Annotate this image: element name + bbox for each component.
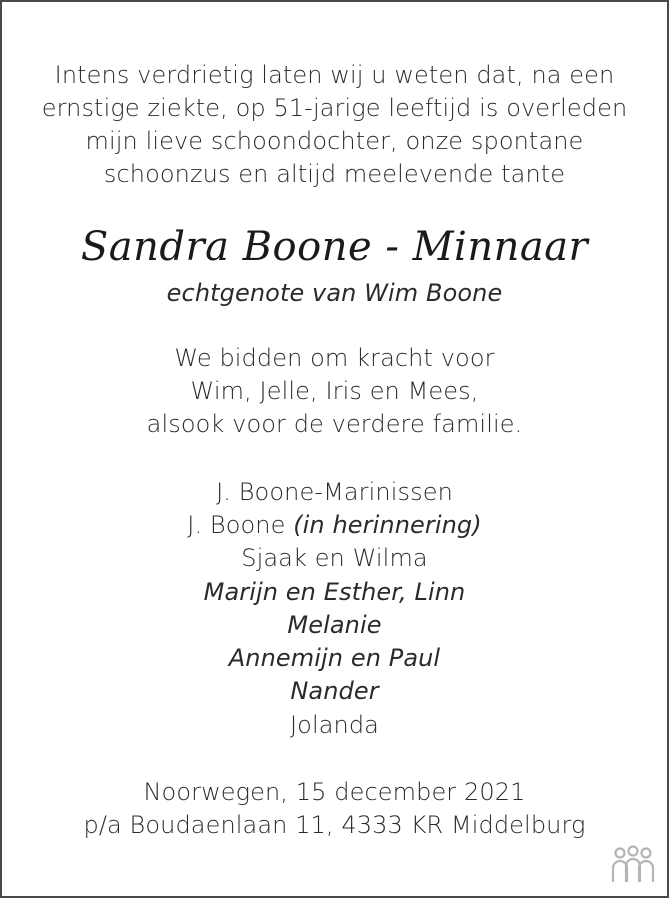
intro-line-4: schoonzus en altijd meelevende tante xyxy=(103,160,566,188)
family-line-8: Jolanda xyxy=(290,711,379,739)
prayer-line-2: Wim, Jelle, Iris en Mees, xyxy=(190,377,479,405)
prayer-line-3: alsook voor de verdere familie. xyxy=(146,410,523,438)
family-line-5: Melanie xyxy=(287,611,382,639)
family-line-4: Marijn en Esther, Linn xyxy=(203,578,466,606)
family-line-1: J. Boone-Marinissen xyxy=(216,478,453,506)
deceased-relation: echtgenote van Wim Boone xyxy=(166,279,503,307)
deceased-name: Sandra Boone - Minnaar xyxy=(80,224,589,270)
family-line-2-name: J. Boone xyxy=(187,511,286,539)
family-line-3: Sjaak en Wilma xyxy=(241,544,428,572)
intro-line-3: mijn lieve schoondochter, onze spontane xyxy=(85,127,584,155)
family-line-7: Nander xyxy=(290,677,379,705)
family-line-2 xyxy=(2,509,667,542)
address: p/a Boudaenlaan 11, 4333 KR Middelburg xyxy=(83,811,586,839)
family-line-6: Annemijn en Paul xyxy=(228,644,441,672)
intro-line-2: ernstige ziekte, op 51-jarige leeftijd is overleden xyxy=(41,94,628,122)
intro-line-1: Intens verdrietig laten wij u weten dat, na een xyxy=(54,61,615,89)
place-date: Noorwegen, 15 december 2021 xyxy=(143,778,526,806)
people-group-icon xyxy=(609,844,657,886)
prayer-line-1: We bidden om kracht voor xyxy=(174,344,495,372)
family-line-2-note: (in herinnering) xyxy=(293,511,482,539)
